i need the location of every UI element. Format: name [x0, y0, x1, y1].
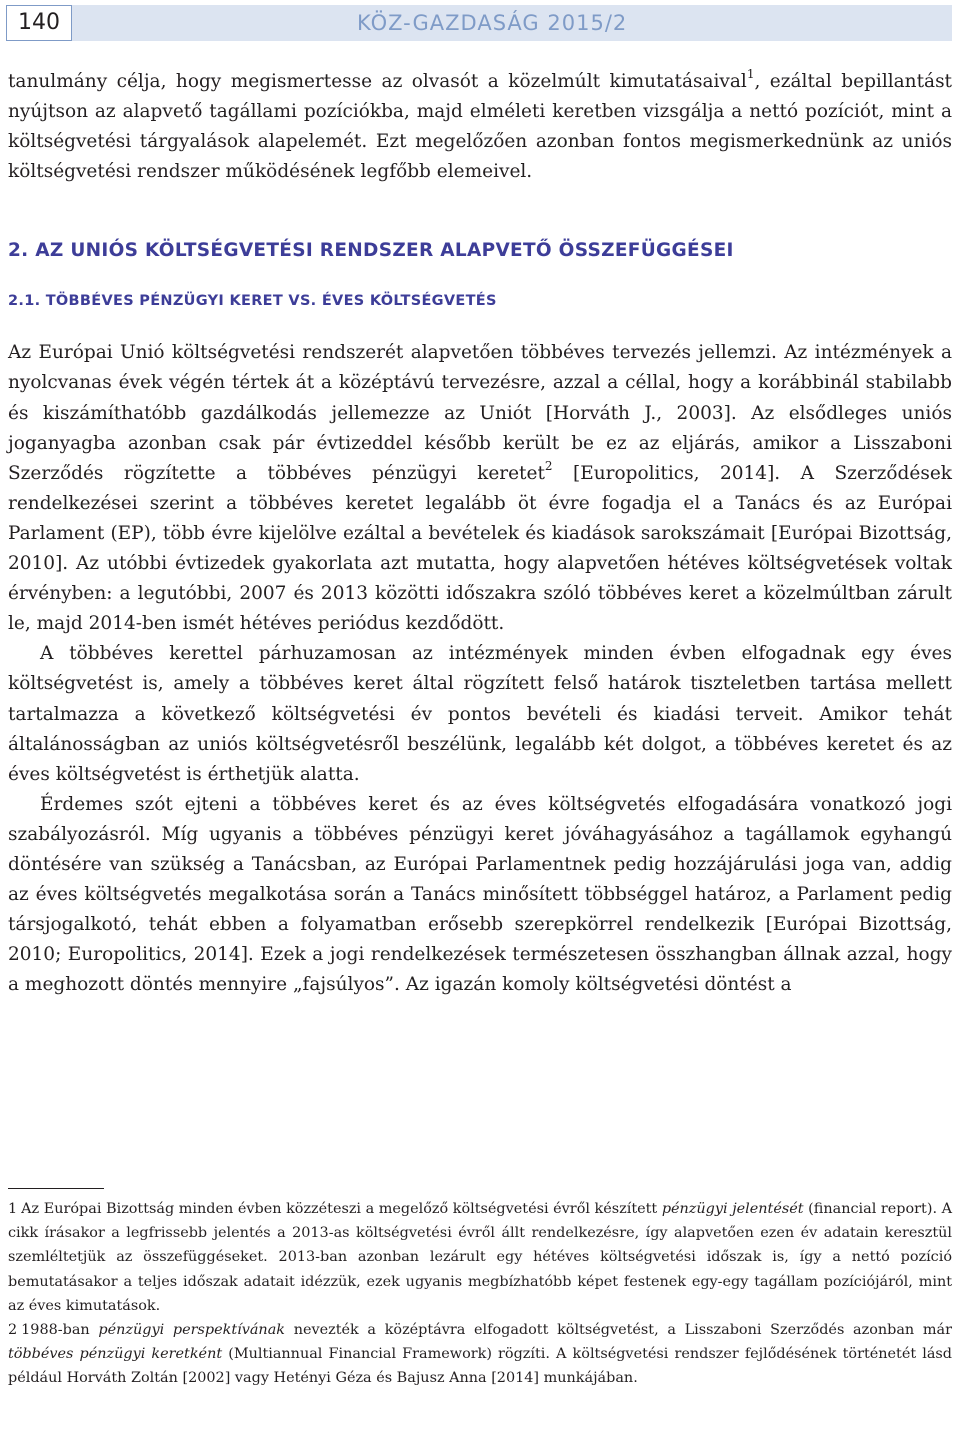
- journal-title: KÖZ-GAZDASÁG 2015/2: [357, 11, 628, 35]
- subsection-heading: 2.1. TÖBBÉVES PÉNZÜGYI KERET VS. ÉVES KÖLTSÉGVETÉS: [8, 293, 497, 310]
- article-body: [8, 67, 952, 1000]
- footnote-divider: [8, 1188, 104, 1189]
- footnote-ref-2[interactable]: 2: [544, 458, 553, 473]
- body-paragraph: Érdemes szót ejteni a többéves keret és az éves költségvetés elfogadására vonatkozó jogi szabályozásról. Míg ugyanis a többéves pénzügyi keret jóváhagyásához a tagállamok egyhangú döntésére van szükség a Tanácsban, az Európai Parlamentnek pedig hozzájárulási joga van, addig az éves költségvetés megalkotása során a Tanács minősített többséggel határoz, a Parlament pedig társjogalkotó, tehát ebben a folyamatban erősebb szerepkörrel rendelkezik [Európai Bizottság, 2010; Europolitics, 2014]. Ezek a jogi rendelkezések természetesen összhangban állnak azzal, hogy a meghozott döntés mennyire „fajsúlyos”. Az igazán komoly költségvetési döntést a: [8, 793, 952, 996]
- section-heading: 2. AZ UNIÓS KÖLTSÉGVETÉSI RENDSZER ALAPVETŐ ÖSSZEFÜGGÉSEI: [8, 240, 734, 262]
- body-paragraph: A többéves kerettel párhuzamosan az intézmények minden évben elfogadnak egy éves költségvetést is, amely a többéves keret által rögzített felső határok tiszteletben tartása mellett tartalmazza a következő költségvetési év pontos bevételi és kiadási terveit. Amikor tehát általánosságban az uniós költségvetésről beszélünk, legalább két dolgot, a többéves keretet és az éves költségvetést is érthetjük alatta.: [8, 643, 952, 785]
- footnote-1: 1 Az Európai Bizottság minden évben közzéteszi a megelőző költségvetési évről készített pénzügyi jelentését (financial report). A cikk írásakor a legfrissebb jelentés a 2013-as költségvetési évről állt rendelkezésre, így alapvetően ezen év adatain keresztül szemléltetjük az összefüggéseket. 2013-ban azonban lezárult egy hétéves költségvetési időszak is, így a nettó pozíció bemutatásakor a teljes időszak adatait idézzük, ezek ugyanis megbízhatóbb képet festenek egy-egy tagállam pozíciójáról, mint az éves kimutatások.: [8, 1201, 952, 1314]
- footnote-2: 2 1988-ban pénzügyi perspektívának nevezték a középtávra elfogadott költségvetést, a Lisszaboni Szerződés azonban már többéves pénzügyi keretként (Multiannual Financial Framework) rögzíti. A költségvetési rendszer fejlődésének történetét lásd például Horváth Zoltán [2002] vagy Hetényi Géza és Bajusz Anna [2014] munkájában.: [8, 1322, 952, 1387]
- page-number: 140: [6, 5, 72, 41]
- footnote-ref-1[interactable]: 1: [746, 66, 755, 81]
- footnotes: [8, 1197, 952, 1391]
- body-paragraph: Az Európai Unió költségvetési rendszerét alapvetően többéves tervezés jellemzi. Az intézmények a nyolcvanas évek végén tértek át a középtávú tervezésre, azzal a céllal, hogy a korábbinál stabilabb és kiszámíthatóbb gazdálkodás jellemezze az Uniót [Horváth J., 2003]. Az elsődleges uniós joganyagba azonban csak pár évtizeddel később került be ez az eljárás, amikor a Lisszaboni Szerződés rögzítette a többéves pénzügyi keretet$^2$ [Europolitics, 2014]. A Szerződések rendelkezései szerint a többéves keretet legalább öt évre fogadja el a Tanács és az Európai Parlament (EP), több évre kijelölve ezáltal a bevételek és kiadások sarokszámait [Európai Bizottság, 2010]. Az utóbbi évtizedek gyakorlata azt mutatta, hogy alapvetően hétéves költségvetések voltak érvényben: a legutóbbi, 2007 és 2013 közötti időszakra szóló többéves keret a közelmúltban zárult le, majd 2014-ben ismét hétéves periódus kezdődött.: [8, 342, 952, 635]
- intro-paragraph: tanulmány célja, hogy megismertesse az olvasót a közelmúlt kimutatásaival$^1$, ezáltal bepillantást nyújtson az alapvető tagállami pozíciókba, majd elméleti keretben vizsgálja a nettó pozíciót, mint a költségvetési tárgyalások alapelemét. Ezt megelőzően azonban fontos megismerkednünk az uniós költségvetési rendszer működésének legfőbb elemeivel.: [8, 66, 952, 183]
